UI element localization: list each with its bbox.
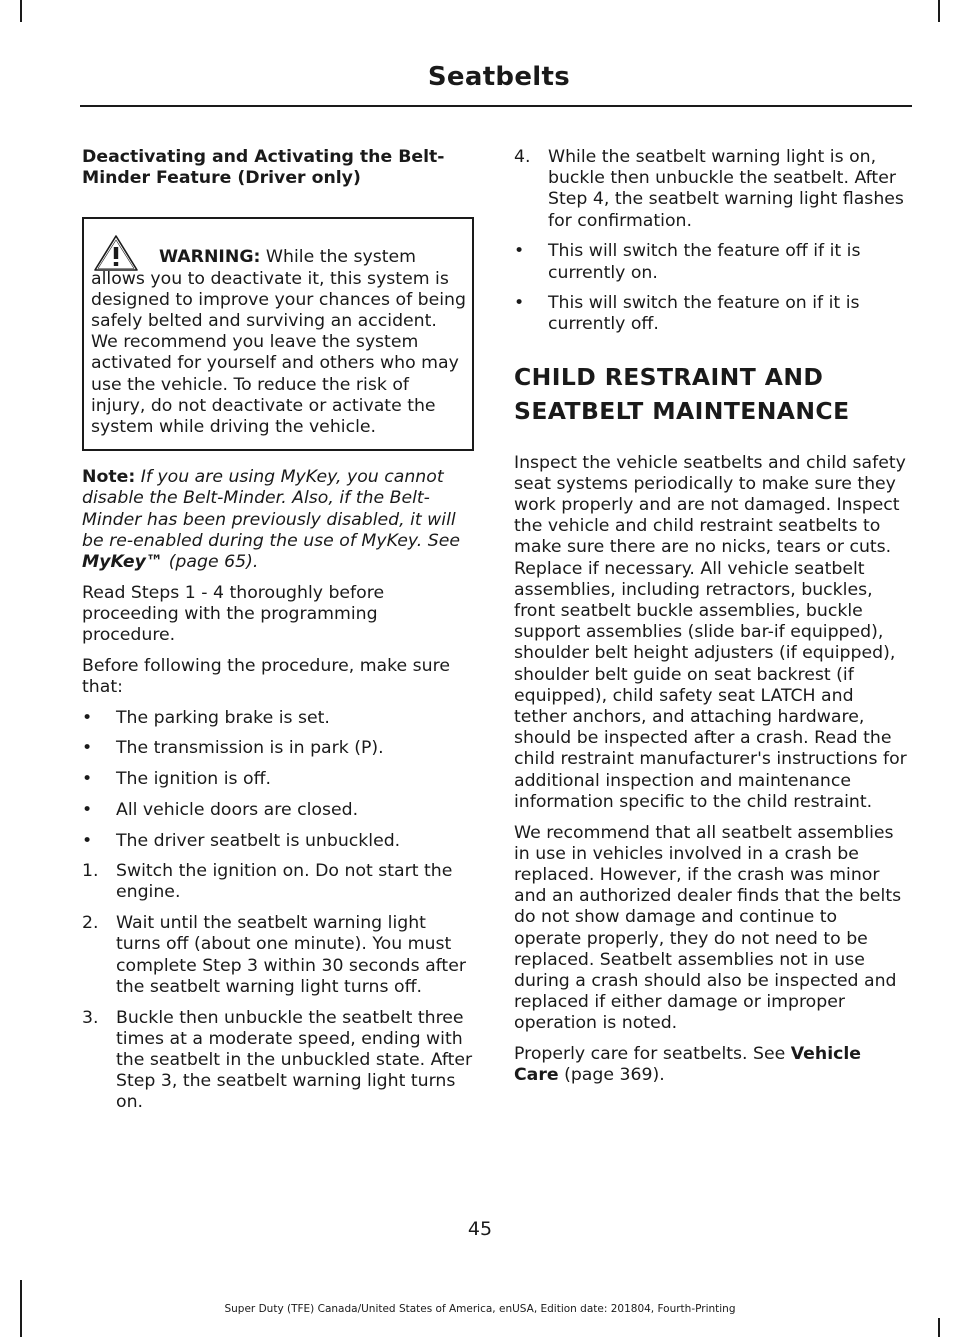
step-number: 4. xyxy=(514,147,531,167)
right-column xyxy=(514,147,909,1096)
step-text: Switch the ignition on. Do not start the engine. xyxy=(116,861,453,903)
crop-mark-bottom-right xyxy=(938,1318,940,1337)
mykey-link[interactable]: MyKey™ xyxy=(82,552,164,573)
list-item xyxy=(82,800,474,821)
warning-triangle-icon xyxy=(92,233,140,273)
list-item xyxy=(82,708,474,729)
bullet-marker: • xyxy=(82,738,93,759)
bullet-marker: • xyxy=(82,799,93,820)
list-item-text: The transmission is in park (P). xyxy=(116,738,384,759)
care-text: Properly care for seatbelts. See xyxy=(514,1044,786,1065)
list-item xyxy=(82,769,474,790)
intro-paragraph: Read Steps 1 - 4 thoroughly before proceeding with the programming procedure. xyxy=(82,582,385,646)
vehicle-care-link[interactable]: Vehicle Care xyxy=(514,1044,862,1086)
list-item-text: This will switch the feature on if it is currently off. xyxy=(548,293,860,335)
list-item-text: All vehicle doors are closed. xyxy=(116,799,359,820)
list-item-text: The parking brake is set. xyxy=(116,707,330,728)
warning-text xyxy=(91,247,466,438)
section-heading-line: CHILD RESTRAINT AND xyxy=(514,362,824,391)
warning-box xyxy=(82,217,474,451)
left-column xyxy=(82,147,474,1123)
warning-label: WARNING: xyxy=(159,247,261,268)
note-text: If you are using MyKey, you cannot disable the Belt-Minder. Also, if the Belt-Minder has been previously disabled, it will be re-enabled during the use of MyKey. See xyxy=(82,467,461,551)
step-number: 3. xyxy=(82,1007,99,1028)
section-heading xyxy=(514,360,909,429)
list-item-text: The ignition is off. xyxy=(116,769,272,790)
warning-body: While the system allows you to deactivate it, this system is designed to improve your chances of being safely belted and surviving an accident. We recommend you leave the system activated for yourself and others who may use the vehicle. To reduce the risk of injury, do not deactivate or activate the system while driving the vehicle. xyxy=(91,247,466,438)
page-title: Seatbelts xyxy=(427,62,570,92)
step-item xyxy=(82,913,474,998)
list-item-text: This will switch the feature off if it is currently on. xyxy=(548,241,861,283)
care-page-ref: (page 369). xyxy=(564,1065,665,1086)
crop-mark-top-left xyxy=(20,0,22,22)
crop-mark-top-right xyxy=(938,0,940,22)
bullet-marker: • xyxy=(82,830,93,851)
note-label: Note: xyxy=(82,467,136,488)
section-subheading: Deactivating and Activating the Belt-Minder Feature (Driver only) xyxy=(82,147,445,189)
list-item xyxy=(82,831,474,852)
step-text: Wait until the seatbelt warning light turns off (about one minute). You must complete Step 3 within 30 seconds after the seatbelt warning light turns off. xyxy=(116,913,466,997)
step-number: 1. xyxy=(82,861,99,882)
list-item xyxy=(514,293,909,335)
replacement-paragraph: We recommend that all seatbelt assemblies in use in vehicles involved in a crash be replaced. However, if the crash was minor and an authorized dealer finds that the belts do not show damage and continue to operate properly, they do not need to be replaced. Seatbelt assemblies not in use during a crash should also be inspected and replaced if either damage or improper operation is noted. xyxy=(514,822,902,1034)
list-item xyxy=(82,738,474,759)
list-item-text: The driver seatbelt is unbuckled. xyxy=(116,830,401,851)
page-number: 45 xyxy=(467,1218,493,1240)
inspection-paragraph: Inspect the vehicle seatbelts and child safety seat systems periodically to make sure they work properly and are not damaged. Inspect the vehicle and child restraint seatbelts to make sure there are no nicks, tears or cuts. Replace if necessary. All vehicle seatbelt assemblies, including retractors, buckles, front seatbelt buckle assemblies, buckle support assemblies (slide bar-if equipped), shoulder belt height adjusters (if equipped), shoulder belt guide on seat backrest (if equipped), child safety seat LATCH and tether anchors, and attaching hardware, should be inspected after a crash. Read the child restraint manufacturer's instructions for additional inspection and maintenance information specific to the child restraint. xyxy=(514,452,907,812)
note-page-ref: (page 65). xyxy=(168,552,259,573)
bullet-marker: • xyxy=(82,707,93,728)
note-paragraph xyxy=(82,467,474,573)
bullet-marker: • xyxy=(514,241,525,262)
step-item xyxy=(514,147,909,232)
step-item xyxy=(82,861,474,903)
step-number: 2. xyxy=(82,913,99,934)
section-heading-line: SEATBELT MAINTENANCE xyxy=(514,397,850,426)
bullet-marker: • xyxy=(514,293,525,314)
list-item xyxy=(514,241,909,283)
step-item xyxy=(82,1008,474,1114)
header-divider xyxy=(80,105,912,107)
footer-edition-info: Super Duty (TFE) Canada/United States of America, enUSA, Edition date: 201804, Fourth-Printing xyxy=(224,1303,736,1315)
precondition-paragraph: Before following the procedure, make sure that: xyxy=(82,655,450,698)
care-paragraph xyxy=(514,1044,909,1086)
bullet-marker: • xyxy=(82,769,93,790)
step-text: While the seatbelt warning light is on, buckle then unbuckle the seatbelt. After Step 4, the seatbelt warning light flashes for confirmation. xyxy=(548,147,904,231)
step-text: Buckle then unbuckle the seatbelt three times at a moderate speed, ending with the seatbelt in the unbuckled state. After Step 3, the seatbelt warning light turns on. xyxy=(116,1007,473,1113)
